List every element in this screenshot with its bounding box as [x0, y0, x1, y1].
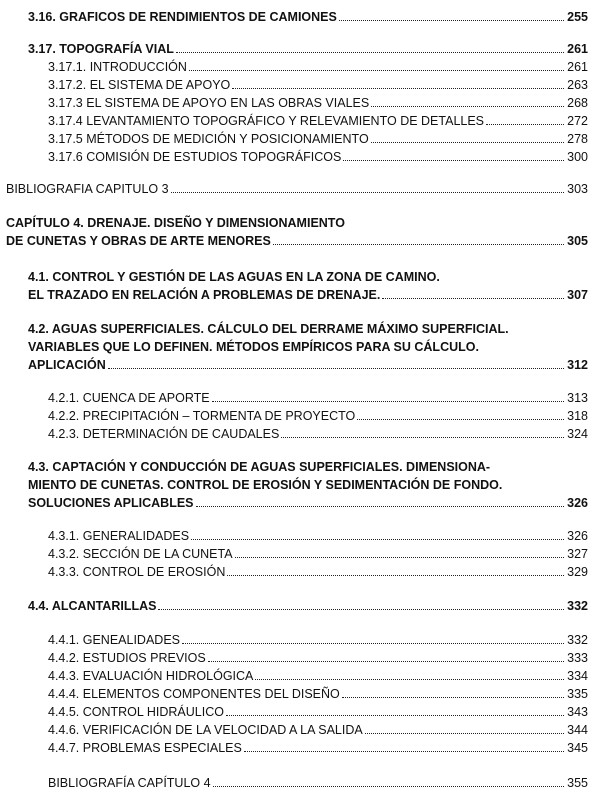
- toc-leader: [176, 52, 564, 53]
- toc-leader: [273, 244, 564, 245]
- toc-entry-title: 4.4.2. ESTUDIOS PREVIOS: [48, 651, 206, 665]
- toc-entry: [6, 232, 588, 248]
- toc-entry-title: 3.17.2. EL SISTEMA DE APOYO: [48, 78, 231, 92]
- toc-entry-page: 332: [567, 599, 588, 613]
- toc-leader: [232, 88, 564, 89]
- toc-leader: [235, 557, 564, 558]
- toc-leader: [158, 609, 564, 610]
- toc-entry: [28, 268, 588, 284]
- toc-entry-title: 4.4.7. PROBLEMAS ESPECIALES: [48, 741, 242, 755]
- toc-entry: [48, 721, 588, 737]
- toc-leader: [357, 419, 564, 420]
- toc-leader: [191, 539, 564, 540]
- toc-entry-page: 307: [567, 288, 588, 302]
- toc-entry-title: 4.3.3. CONTROL DE EROSIÓN: [48, 565, 226, 579]
- toc-entry-title: 4.4. ALCANTARILLAS: [28, 599, 157, 613]
- toc-entry-page: 312: [567, 358, 588, 372]
- toc-entry: [48, 739, 588, 755]
- toc-leader: [382, 298, 564, 299]
- toc-entry-title: 4.2.2. PRECIPITACIÓN – TORMENTA DE PROYECTO: [48, 409, 356, 423]
- toc-entry: [48, 667, 588, 683]
- toc-entry-title: 4.4.1. GENEALIDADES: [48, 633, 181, 647]
- toc-entry: [48, 130, 588, 146]
- toc-entry: [48, 407, 588, 423]
- toc-entry: [6, 214, 588, 230]
- toc-entry-page: 318: [567, 409, 588, 423]
- toc-leader: [189, 70, 564, 71]
- toc-entry-title: EL TRAZADO EN RELACIÓN A PROBLEMAS DE DRENAJE.: [28, 288, 381, 302]
- toc-entry: [28, 40, 588, 56]
- toc-entry-page: 343: [567, 705, 588, 719]
- toc-entry-page: 327: [567, 547, 588, 561]
- toc-leader: [226, 715, 564, 716]
- toc-leader: [281, 437, 564, 438]
- toc-entry: [48, 148, 588, 164]
- toc-entry-page: 303: [567, 182, 588, 196]
- toc-leader: [365, 733, 564, 734]
- toc-entry-page: 332: [567, 633, 588, 647]
- toc-entry-page: 263: [567, 78, 588, 92]
- toc-leader: [371, 106, 564, 107]
- toc-entry-title: 4.4.6. VERIFICACIÓN DE LA VELOCIDAD A LA SALIDA: [48, 723, 363, 737]
- toc-entry: [48, 563, 588, 579]
- toc-entry-title: 3.17.1. INTRODUCCIÓN: [48, 60, 187, 74]
- toc-entry: [28, 458, 588, 474]
- toc-entry: [48, 631, 588, 647]
- toc-entry-page: 355: [567, 776, 588, 790]
- toc-entry-page: 300: [567, 150, 588, 164]
- toc-entry-title: 3.17.3 EL SISTEMA DE APOYO EN LAS OBRAS VIALES: [48, 96, 370, 110]
- toc-entry: [28, 356, 588, 372]
- toc-leader: [196, 506, 564, 507]
- toc-entry: [28, 494, 588, 510]
- toc-entry-title: 3.17. TOPOGRAFÍA VIAL: [28, 42, 174, 56]
- toc-entry-title: 3.17.6 COMISIÓN DE ESTUDIOS TOPOGRÁFICOS: [48, 150, 342, 164]
- toc-entry-title: BIBLIOGRAFIA CAPITULO 3: [6, 182, 169, 196]
- toc-entry-title: DE CUNETAS Y OBRAS DE ARTE MENORES: [6, 234, 271, 248]
- toc-entry-page: 305: [567, 234, 588, 248]
- toc-entry-title: BIBLIOGRAFÍA CAPÍTULO 4: [48, 776, 211, 790]
- toc-entry-title: 4.3.2. SECCIÓN DE LA CUNETA: [48, 547, 233, 561]
- toc-entry-title: SOLUCIONES APLICABLES: [28, 496, 194, 510]
- toc-entry: [48, 58, 588, 74]
- toc-entry-page: 261: [567, 60, 588, 74]
- toc-entry: [48, 545, 588, 561]
- toc-entry-page: 335: [567, 687, 588, 701]
- toc-entry-title: MIENTO DE CUNETAS. CONTROL DE EROSIÓN Y SEDIMENTACIÓN DE FONDO.: [28, 478, 503, 492]
- toc-entry-title: 4.3. CAPTACIÓN Y CONDUCCIÓN DE AGUAS SUPERFICIALES. DIMENSIONA-: [28, 460, 491, 474]
- toc-entry-title: 4.2.3. DETERMINACIÓN DE CAUDALES: [48, 427, 280, 441]
- toc-leader: [171, 192, 564, 193]
- toc-entry-page: 345: [567, 741, 588, 755]
- toc-entry: [48, 389, 588, 405]
- toc-entry: [48, 774, 588, 790]
- toc-leader: [342, 697, 564, 698]
- toc-leader: [227, 575, 564, 576]
- toc-entry-title: 3.17.5 MÉTODOS DE MEDICIÓN Y POSICIONAMIENTO: [48, 132, 369, 146]
- toc-leader: [208, 661, 564, 662]
- toc-entry-page: 324: [567, 427, 588, 441]
- toc-entry-page: 329: [567, 565, 588, 579]
- toc-entry: [28, 286, 588, 302]
- toc-leader: [244, 751, 564, 752]
- toc-entry: [28, 8, 588, 24]
- toc-entry-title: CAPÍTULO 4. DRENAJE. DISEÑO Y DIMENSIONAMIENTO: [6, 216, 345, 230]
- toc-entry-page: 272: [567, 114, 588, 128]
- toc-entry: [28, 320, 594, 336]
- toc-entry: [48, 94, 588, 110]
- toc-entry-title: 3.17.4 LEVANTAMIENTO TOPOGRÁFICO Y RELEVAMIENTO DE DETALLES: [48, 114, 485, 128]
- toc-leader: [108, 368, 564, 369]
- toc-entry-page: 278: [567, 132, 588, 146]
- toc-leader: [339, 20, 564, 21]
- toc-entry: [48, 685, 588, 701]
- toc-entry-title: APLICACIÓN: [28, 358, 106, 372]
- toc-leader: [255, 679, 564, 680]
- toc-leader: [486, 124, 564, 125]
- toc-entry-title: 4.2. AGUAS SUPERFICIALES. CÁLCULO DEL DERRAME MÁXIMO SUPERFICIAL.: [28, 322, 509, 336]
- toc-entry-page: 344: [567, 723, 588, 737]
- toc-entry: [28, 338, 588, 354]
- toc-entry-page: 326: [567, 496, 588, 510]
- toc-entry-title: 4.3.1. GENERALIDADES: [48, 529, 190, 543]
- toc-leader: [371, 142, 564, 143]
- toc-entry-page: 268: [567, 96, 588, 110]
- toc-leader: [213, 786, 564, 787]
- toc-entry: [48, 425, 588, 441]
- toc-entry-title: 4.1. CONTROL Y GESTIÓN DE LAS AGUAS EN LA ZONA DE CAMINO.: [28, 270, 440, 284]
- toc-entry-title: 4.4.3. EVALUACIÓN HIDROLÓGICA: [48, 669, 254, 683]
- toc-entry: [48, 703, 588, 719]
- toc-entry-page: 313: [567, 391, 588, 405]
- toc-entry: [48, 112, 588, 128]
- toc-leader: [182, 643, 564, 644]
- toc-entry-page: 326: [567, 529, 588, 543]
- toc-entry-title: 4.2.1. CUENCA DE APORTE: [48, 391, 210, 405]
- toc-entry: [28, 476, 588, 492]
- toc-entry-page: 334: [567, 669, 588, 683]
- toc-entry-title: 4.4.5. CONTROL HIDRÁULICO: [48, 705, 224, 719]
- toc-entry-page: 261: [567, 42, 588, 56]
- toc-entry-title: VARIABLES QUE LO DEFINEN. MÉTODOS EMPÍRICOS PARA SU CÁLCULO.: [28, 340, 479, 354]
- toc-leader: [212, 401, 564, 402]
- toc-entry-title: 3.16. GRAFICOS DE RENDIMIENTOS DE CAMIONES: [28, 10, 337, 24]
- toc-entry-title: 4.4.4. ELEMENTOS COMPONENTES DEL DISEÑO: [48, 687, 340, 701]
- toc-entry-page: 333: [567, 651, 588, 665]
- toc-entry: [48, 527, 588, 543]
- toc-entry: [6, 180, 588, 196]
- toc-entry: [28, 597, 588, 613]
- toc-entry: [48, 76, 588, 92]
- toc-leader: [343, 160, 564, 161]
- toc-entry: [48, 649, 588, 665]
- toc-entry-page: 255: [567, 10, 588, 24]
